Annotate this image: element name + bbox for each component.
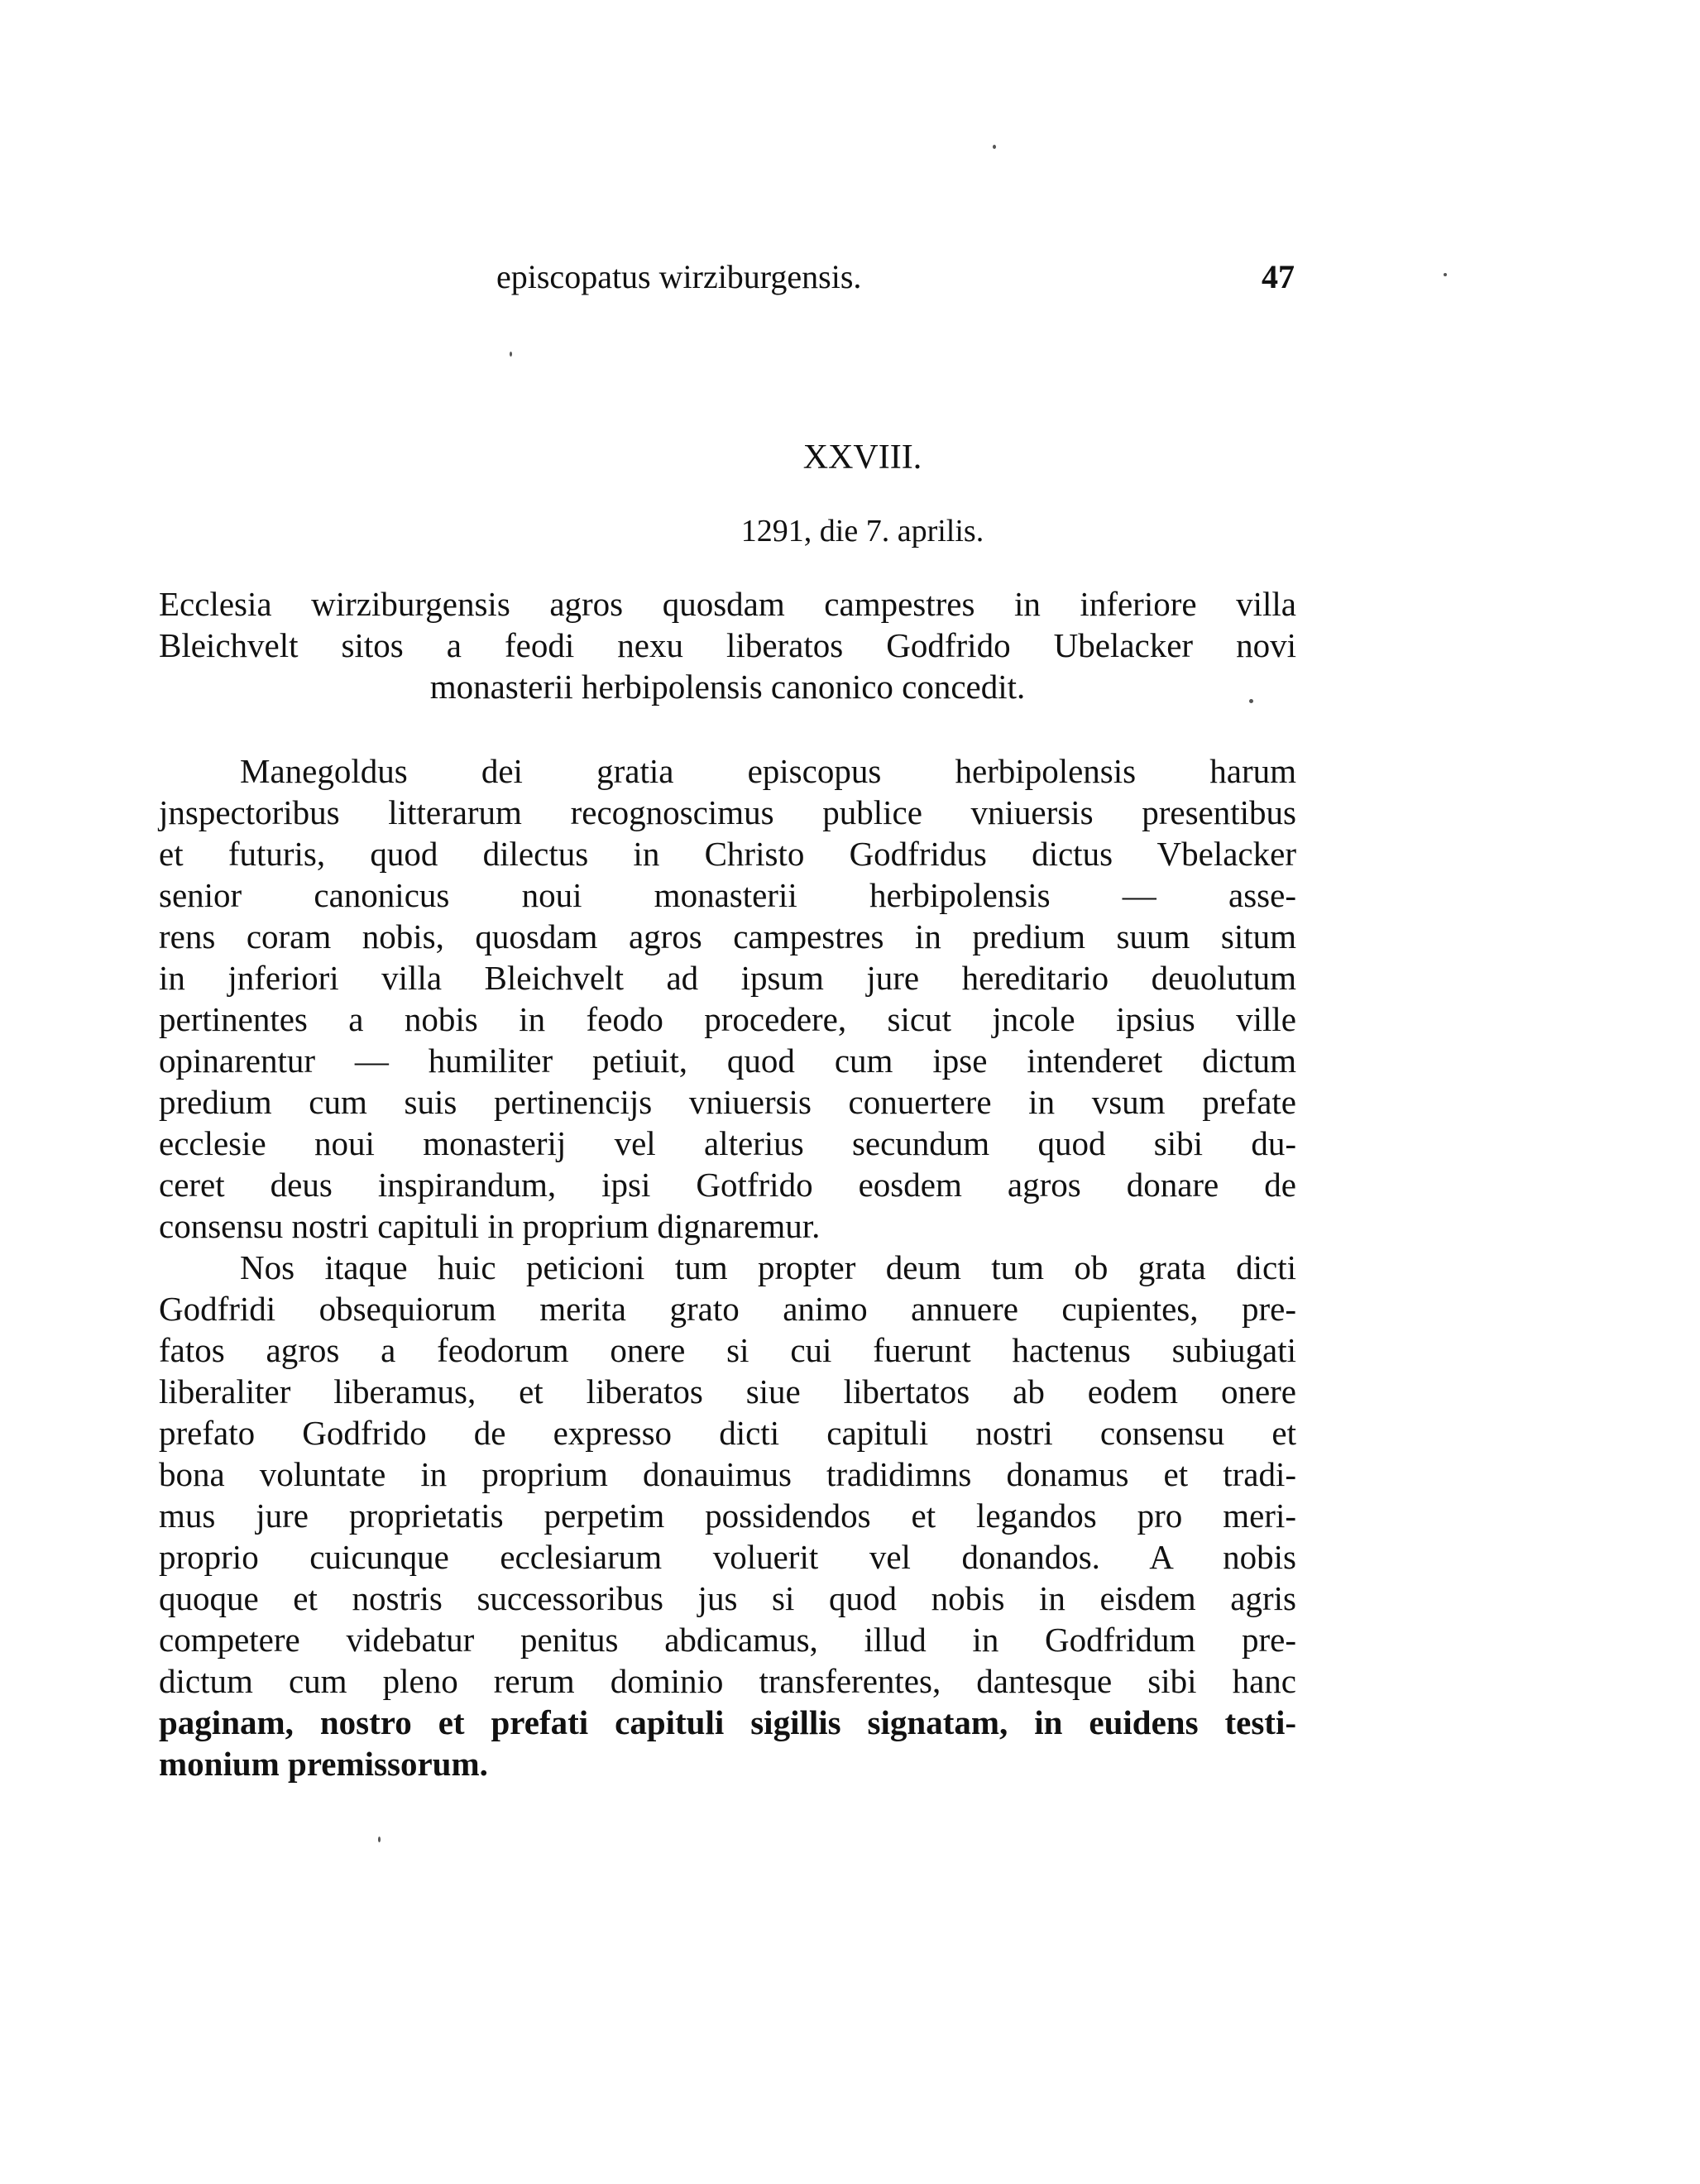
summary-line: Ecclesia wirziburgensis agros quosdam campestres in inferiore villa xyxy=(159,585,1296,623)
body-line: opinarentur — humiliter petiuit, quod cum ipse intenderet dictum xyxy=(159,1042,1296,1080)
body-line: in jnferiori villa Bleichvelt ad ipsum jure hereditario deuolutum xyxy=(159,959,1296,997)
body-line: bona voluntate in proprium donauimus tradidimns donamus et tradi- xyxy=(159,1455,1296,1493)
body-line: Godfridi obsequiorum merita grato animo annuere cupientes, pre- xyxy=(159,1290,1296,1328)
body-line: jnspectoribus litterarum recognoscimus publice vniuersis presentibus xyxy=(159,793,1296,831)
body-line: ecclesie noui monasterij vel alterius secundum quod sibi du- xyxy=(159,1124,1296,1162)
body-line: proprio cuicunque ecclesiarum voluerit vel donandos. A nobis xyxy=(159,1538,1296,1576)
body-line: mus jure proprietatis perpetim possidendos et legandos pro meri- xyxy=(159,1497,1296,1535)
scan-speck xyxy=(1249,699,1253,703)
summary-line: Bleichvelt sitos a feodi nexu liberatos Godfrido Ubelacker novi xyxy=(159,626,1296,664)
document-date: 1291, die 7. aprilis. xyxy=(740,514,984,548)
body-line: monium premissorum. xyxy=(159,1745,488,1783)
body-line: rens coram nobis, quosdam agros campestres in predium suum situm xyxy=(159,917,1296,956)
body-line: consensu nostri capituli in proprium dignaremur. xyxy=(159,1207,821,1245)
body-line: dictum cum pleno rerum dominio transferentes, dantesque sibi hanc xyxy=(159,1662,1296,1700)
scan-speck xyxy=(378,1837,381,1842)
scan-speck xyxy=(510,352,512,357)
page-number: 47 xyxy=(1262,258,1295,295)
charter-text xyxy=(159,750,1296,1784)
scan-speck xyxy=(1444,273,1447,276)
body-line: senior canonicus noui monasterii herbipolensis — asse- xyxy=(159,876,1296,914)
body-line: paginam, nostro et prefati capituli sigillis signatam, in euidens testi- xyxy=(159,1703,1296,1741)
document-summary xyxy=(159,583,1296,707)
body-line: competere videbatur penitus abdicamus, illud in Godfridum pre- xyxy=(159,1621,1296,1659)
document-number: XXVIII. xyxy=(802,438,922,477)
body-line: liberaliter liberamus, et liberatos siue libertatos ab eodem onere xyxy=(159,1372,1296,1410)
body-line: quoque et nostris successoribus jus si quod nobis in eisdem agris xyxy=(159,1579,1296,1617)
body-line: prefato Godfrido de expresso dicti capituli nostri consensu et xyxy=(159,1414,1296,1452)
body-line: pertinentes a nobis in feodo procedere, sicut jncole ipsius ville xyxy=(159,1000,1296,1038)
body-line: fatos agros a feodorum onere si cui fuerunt hactenus subiugati xyxy=(159,1331,1296,1369)
body-line: et futuris, quod dilectus in Christo Godfridus dictus Vbelacker xyxy=(159,835,1296,873)
running-head xyxy=(496,252,1295,302)
body-line: Manegoldus dei gratia episcopus herbipolensis harum xyxy=(240,752,1296,790)
scan-speck xyxy=(993,145,996,149)
summary-line: monasterii herbipolensis canonico concedit. xyxy=(429,668,1026,706)
body-line: ceret deus inspirandum, ipsi Gotfrido eosdem agros donare de xyxy=(159,1166,1296,1204)
body-line: predium cum suis pertinencijs vniuersis conuertere in vsum prefate xyxy=(159,1083,1296,1121)
running-title: episcopatus wirziburgensis. xyxy=(496,258,862,295)
body-line: Nos itaque huic peticioni tum propter deum tum ob grata dicti xyxy=(240,1248,1296,1286)
